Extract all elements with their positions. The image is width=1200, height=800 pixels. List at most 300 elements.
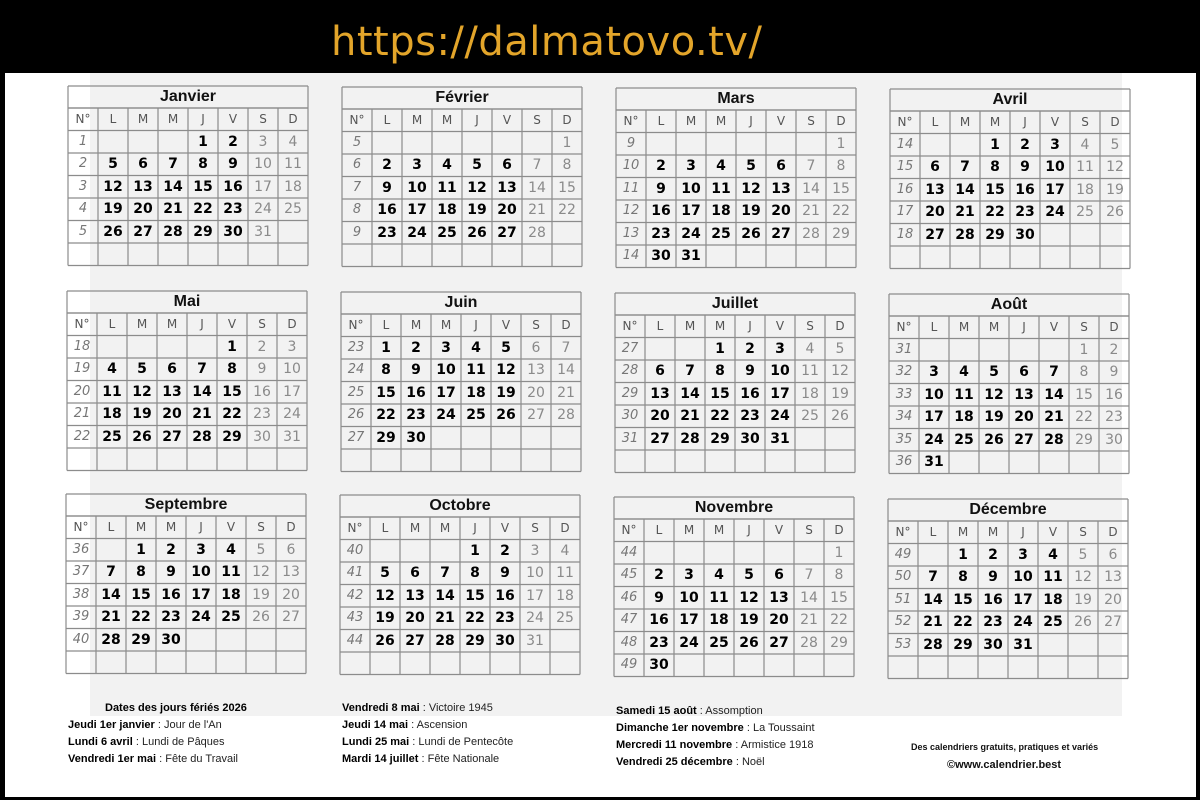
day-cell: 27	[1104, 614, 1122, 630]
day-cell: 8	[198, 156, 208, 172]
weekday-header: J	[200, 317, 204, 331]
day-cell: 6	[531, 339, 541, 356]
day-cell: 31	[283, 428, 301, 445]
day-cell: 1	[198, 133, 208, 150]
weekday-header: M	[167, 112, 179, 126]
weekday-header: V	[1049, 320, 1059, 334]
day-cell: 24	[436, 407, 456, 423]
week-number: 31	[621, 430, 639, 446]
day-cell: 8	[227, 361, 237, 377]
week-number: 44	[620, 544, 638, 560]
weekday-header: N°	[349, 113, 365, 127]
day-cell: 29	[710, 430, 730, 447]
weekday-header: V	[500, 521, 510, 535]
day-cell: 8	[136, 564, 146, 580]
day-cell: 6	[410, 565, 420, 581]
day-cell: 27	[1014, 431, 1034, 448]
day-cell: 6	[286, 541, 296, 558]
holidays-title: Dates des jours fériés 2026	[105, 702, 247, 714]
weekday-header: N°	[74, 317, 90, 331]
day-cell: 9	[1109, 364, 1119, 380]
weekday-header: J	[749, 114, 753, 128]
week-number: 37	[72, 564, 90, 579]
banner-url[interactable]: https://dalmatovo.tv/	[331, 19, 763, 65]
day-cell: 7	[928, 569, 938, 585]
day-cell: 5	[256, 541, 266, 558]
week-number: 50	[894, 569, 912, 584]
day-cell: 14	[163, 178, 183, 195]
day-cell: 15	[131, 586, 151, 603]
day-cell: 3	[1050, 136, 1060, 153]
day-cell: 28	[101, 631, 121, 648]
weekday-header: J	[474, 318, 478, 332]
weekday-header: J	[1023, 115, 1027, 129]
day-cell: 9	[988, 569, 998, 585]
day-cell: 27	[497, 224, 517, 241]
weekday-header: M	[135, 520, 147, 534]
day-cell: 16	[1105, 386, 1123, 403]
month-title: Janvier	[159, 88, 217, 105]
day-cell: 18	[556, 587, 574, 604]
day-cell: 11	[102, 383, 122, 400]
day-cell: 3	[196, 541, 206, 558]
day-cell: 4	[442, 157, 452, 173]
day-cell: 10	[254, 156, 272, 172]
day-cell: 20	[771, 203, 791, 219]
weekday-header: S	[1079, 525, 1087, 539]
day-cell: 30	[406, 429, 426, 446]
week-number: 3	[78, 178, 88, 194]
day-cell: 26	[1106, 204, 1124, 220]
day-cell: 24	[679, 634, 699, 651]
weekday-header: D	[836, 114, 846, 128]
weekday-header: L	[383, 113, 391, 127]
weekday-header: D	[1109, 320, 1119, 334]
day-cell: 27	[925, 226, 945, 243]
week-number: 40	[346, 542, 364, 558]
weekday-header: V	[774, 523, 784, 537]
day-cell: 10	[770, 363, 790, 379]
weekday-header: M	[440, 318, 452, 332]
day-cell: 18	[954, 409, 974, 425]
weekday-header: D	[561, 318, 571, 332]
day-cell: 29	[832, 225, 850, 242]
day-cell: 17	[407, 202, 427, 218]
week-number: 18	[896, 226, 914, 242]
day-cell: 17	[1013, 591, 1033, 608]
day-cell: 4	[716, 158, 726, 174]
day-cell: 14	[680, 385, 700, 402]
holiday-item: Vendredi 1er mai : Fête du Travail	[68, 753, 238, 765]
weekday-header: S	[807, 114, 815, 128]
day-cell: 22	[465, 610, 485, 626]
day-cell: 1	[715, 340, 725, 357]
day-cell: 11	[801, 363, 819, 379]
day-cell: 9	[1020, 159, 1030, 175]
day-cell: 7	[197, 361, 207, 377]
day-cell: 25	[1043, 614, 1063, 630]
day-cell: 14	[192, 383, 212, 400]
day-cell: 19	[467, 202, 487, 218]
day-cell: 3	[929, 364, 939, 380]
day-cell: 13	[133, 178, 153, 195]
weekday-header: M	[439, 521, 451, 535]
day-cell: 6	[655, 363, 665, 379]
day-cell: 13	[1014, 386, 1034, 403]
weekday-header: M	[989, 115, 1001, 129]
day-cell: 4	[471, 339, 481, 356]
day-cell: 12	[252, 564, 270, 580]
day-cell: 4	[714, 567, 724, 583]
day-cell: 21	[800, 612, 818, 628]
day-cell: 26	[984, 431, 1004, 448]
day-cell: 7	[960, 159, 970, 175]
day-cell: 26	[739, 634, 759, 651]
day-cell: 20	[405, 610, 425, 626]
day-cell: 22	[558, 202, 576, 218]
calendar-sheet	[5, 73, 1196, 797]
day-cell: 28	[528, 224, 546, 241]
day-cell: 29	[222, 428, 242, 445]
day-cell: 30	[161, 631, 181, 648]
month-0	[68, 86, 308, 266]
day-cell: 10	[407, 179, 427, 196]
day-cell: 6	[138, 156, 148, 172]
month-title: Juin	[444, 294, 478, 311]
day-cell: 16	[406, 384, 426, 401]
day-cell: 21	[435, 610, 455, 626]
day-cell: 8	[990, 159, 1000, 175]
day-cell: 1	[1079, 341, 1089, 358]
day-cell: 2	[1020, 136, 1030, 153]
day-cell: 17	[924, 409, 944, 425]
week-number: 18	[73, 338, 91, 354]
month-5	[341, 292, 581, 472]
day-cell: 5	[1110, 136, 1120, 153]
weekday-header: J	[1021, 525, 1025, 539]
day-cell: 21	[192, 406, 212, 422]
day-cell: 9	[257, 361, 267, 377]
day-cell: 4	[805, 340, 815, 357]
day-cell: 28	[163, 223, 183, 240]
week-number: 12	[622, 203, 640, 218]
day-cell: 20	[527, 384, 545, 401]
day-cell: 23	[161, 609, 181, 625]
week-number: 30	[621, 408, 639, 423]
day-cell: 27	[771, 225, 791, 242]
week-number: 46	[620, 589, 638, 605]
weekday-header: M	[166, 317, 178, 331]
month-6	[615, 293, 855, 473]
day-cell: 7	[804, 567, 814, 583]
day-cell: 21	[1044, 409, 1064, 425]
day-cell: 22	[953, 614, 973, 630]
day-cell: 1	[834, 544, 844, 561]
week-number: 4	[78, 201, 88, 216]
month-title: Avril	[992, 91, 1028, 108]
day-cell: 29	[1075, 431, 1093, 448]
day-cell: 26	[831, 408, 849, 424]
week-number: 9	[626, 135, 636, 151]
month-title: Octobre	[429, 497, 491, 514]
weekday-header: M	[409, 521, 421, 535]
day-cell: 16	[377, 202, 397, 218]
day-cell: 5	[501, 339, 511, 356]
day-cell: 30	[649, 657, 669, 673]
day-cell: 22	[222, 406, 242, 422]
weekday-header: N°	[896, 320, 912, 334]
weekday-header: M	[714, 319, 726, 333]
day-cell: 12	[132, 383, 152, 400]
day-cell: 25	[284, 201, 302, 217]
day-cell: 16	[651, 203, 671, 219]
day-cell: 16	[161, 586, 181, 603]
day-cell: 9	[745, 363, 755, 379]
week-number: 52	[894, 614, 912, 629]
day-cell: 15	[710, 385, 730, 402]
week-number: 24	[347, 362, 365, 377]
day-cell: 25	[954, 431, 974, 448]
day-cell: 20	[1104, 591, 1122, 608]
day-cell: 12	[496, 362, 516, 378]
weekday-header: M	[959, 115, 971, 129]
day-cell: 29	[465, 632, 485, 649]
day-cell: 1	[381, 339, 391, 356]
month-title: Mai	[173, 293, 201, 310]
week-number: 8	[352, 202, 362, 217]
day-cell: 25	[801, 408, 819, 424]
day-cell: 8	[381, 362, 391, 378]
month-title: Août	[990, 296, 1028, 313]
day-cell: 28	[800, 634, 818, 651]
day-cell: 14	[557, 362, 575, 378]
day-cell: 31	[770, 430, 790, 447]
day-cell: 6	[1019, 364, 1029, 380]
day-cell: 16	[649, 612, 669, 628]
day-cell: 11	[221, 564, 241, 580]
day-cell: 11	[466, 362, 486, 378]
weekday-header: L	[109, 112, 117, 126]
week-number: 34	[895, 409, 913, 424]
day-cell: 13	[650, 385, 670, 402]
day-cell: 23	[651, 225, 671, 242]
day-cell: 11	[556, 565, 574, 581]
weekday-header: M	[441, 113, 453, 127]
weekday-header: V	[226, 520, 236, 534]
day-cell: 15	[830, 589, 848, 606]
day-cell: 1	[990, 136, 1000, 153]
day-cell: 8	[958, 569, 968, 585]
day-cell: 23	[1105, 409, 1123, 425]
day-cell: 15	[222, 383, 242, 400]
day-cell: 18	[102, 406, 122, 422]
day-cell: 11	[1076, 159, 1094, 175]
day-cell: 17	[191, 586, 211, 603]
day-cell: 11	[437, 179, 457, 196]
weekday-header: S	[531, 521, 539, 535]
day-cell: 31	[924, 454, 944, 470]
week-number: 36	[895, 454, 913, 469]
day-cell: 20	[1014, 409, 1034, 425]
day-cell: 14	[101, 586, 121, 603]
day-cell: 21	[923, 614, 943, 630]
holiday-item: Jeudi 14 mai : Ascension	[342, 719, 468, 731]
day-cell: 28	[680, 430, 700, 447]
day-cell: 12	[1074, 569, 1092, 585]
day-cell: 5	[744, 567, 754, 583]
day-cell: 10	[924, 386, 944, 403]
day-cell: 13	[405, 587, 425, 604]
weekday-header: N°	[623, 114, 639, 128]
day-cell: 23	[495, 610, 515, 626]
day-cell: 11	[711, 180, 731, 197]
day-cell: 27	[650, 430, 670, 447]
day-cell: 12	[375, 587, 395, 604]
week-number: 44	[346, 632, 364, 648]
day-cell: 7	[532, 157, 542, 173]
day-cell: 9	[500, 565, 510, 581]
day-cell: 17	[770, 385, 790, 402]
weekday-header: S	[1080, 320, 1088, 334]
day-cell: 12	[103, 178, 123, 195]
day-cell: 23	[983, 614, 1003, 630]
day-cell: 2	[988, 546, 998, 563]
week-number: 15	[896, 159, 914, 174]
week-number: 22	[73, 428, 91, 444]
day-cell: 23	[1015, 204, 1035, 220]
day-cell: 3	[441, 339, 451, 356]
weekday-header: L	[931, 115, 939, 129]
day-cell: 17	[681, 203, 701, 219]
day-cell: 12	[739, 589, 759, 606]
day-cell: 27	[527, 407, 545, 423]
day-cell: 7	[168, 156, 178, 172]
day-cell: 24	[1045, 204, 1065, 220]
day-cell: 2	[382, 157, 392, 173]
weekday-header: L	[930, 320, 938, 334]
day-cell: 2	[656, 158, 666, 174]
day-cell: 16	[495, 587, 515, 604]
day-cell: 3	[684, 567, 694, 583]
month-11	[888, 499, 1128, 679]
day-cell: 20	[497, 202, 517, 218]
day-cell: 1	[836, 135, 846, 152]
day-cell: 24	[681, 225, 701, 242]
day-cell: 17	[679, 612, 699, 628]
day-cell: 11	[284, 156, 302, 172]
day-cell: 1	[136, 541, 146, 558]
day-cell: 10	[679, 589, 699, 606]
weekday-header: L	[656, 319, 664, 333]
weekday-header: N°	[622, 319, 638, 333]
day-cell: 17	[1045, 181, 1065, 198]
weekday-header: D	[288, 112, 298, 126]
weekday-header: V	[228, 112, 238, 126]
day-cell: 29	[376, 429, 396, 446]
weekday-header: S	[805, 523, 813, 537]
day-cell: 19	[984, 409, 1004, 425]
day-cell: 26	[496, 407, 516, 423]
month-7	[889, 294, 1129, 474]
holiday-item: Vendredi 8 mai : Victoire 1945	[342, 702, 493, 714]
month-4	[67, 291, 307, 471]
day-cell: 20	[162, 406, 182, 422]
day-cell: 10	[436, 362, 456, 378]
month-title: Mars	[717, 90, 755, 107]
day-cell: 10	[283, 361, 301, 377]
day-cell: 27	[282, 609, 300, 625]
day-cell: 30	[1105, 431, 1123, 448]
day-cell: 31	[526, 632, 544, 649]
day-cell: 26	[103, 223, 123, 240]
day-cell: 19	[831, 385, 849, 402]
day-cell: 19	[1106, 181, 1124, 198]
day-cell: 31	[681, 248, 701, 264]
day-cell: 19	[741, 203, 761, 219]
weekday-header: S	[532, 318, 540, 332]
day-cell: 18	[1076, 181, 1094, 198]
week-number: 21	[73, 406, 91, 421]
day-cell: 8	[470, 565, 480, 581]
month-2	[616, 88, 856, 268]
weekday-header: N°	[897, 115, 913, 129]
day-cell: 6	[167, 361, 177, 377]
day-cell: 25	[102, 428, 122, 445]
weekday-header: V	[1050, 115, 1060, 129]
weekday-header: L	[381, 521, 389, 535]
week-number: 7	[352, 179, 362, 195]
day-cell: 2	[411, 339, 421, 356]
day-cell: 10	[526, 565, 544, 581]
day-cell: 28	[192, 428, 212, 445]
week-number: 35	[895, 431, 913, 447]
day-cell: 24	[191, 609, 211, 625]
day-cell: 29	[953, 636, 973, 653]
day-cell: 15	[985, 181, 1005, 198]
weekday-header: L	[107, 520, 115, 534]
day-cell: 17	[436, 384, 456, 401]
month-title: Juillet	[711, 295, 759, 312]
week-number: 40	[72, 631, 90, 647]
day-cell: 30	[740, 430, 760, 447]
week-number: 28	[621, 363, 639, 378]
day-cell: 19	[103, 201, 123, 217]
day-cell: 30	[253, 428, 271, 445]
holiday-item: Mardi 14 juillet : Fête Nationale	[342, 753, 500, 765]
week-number: 9	[352, 224, 362, 240]
day-cell: 4	[959, 364, 969, 380]
day-cell: 13	[769, 589, 789, 606]
day-cell: 9	[382, 179, 392, 196]
day-cell: 3	[686, 158, 696, 174]
day-cell: 23	[740, 408, 760, 424]
holiday-item: Lundi 6 avril : Lundi de Pâques	[68, 736, 225, 748]
day-cell: 2	[654, 567, 664, 583]
weekday-header: M	[988, 320, 1000, 334]
day-cell: 10	[1045, 159, 1065, 175]
day-cell: 7	[106, 564, 116, 580]
footer-site[interactable]: ©www.calendrier.best	[947, 759, 1062, 771]
week-number: 43	[346, 610, 364, 625]
day-cell: 9	[228, 156, 238, 172]
day-cell: 20	[282, 586, 300, 603]
day-cell: 2	[257, 338, 267, 355]
day-cell: 13	[527, 362, 545, 378]
day-cell: 1	[958, 546, 968, 563]
day-cell: 25	[437, 224, 457, 241]
day-cell: 4	[560, 542, 570, 559]
day-cell: 9	[166, 564, 176, 580]
